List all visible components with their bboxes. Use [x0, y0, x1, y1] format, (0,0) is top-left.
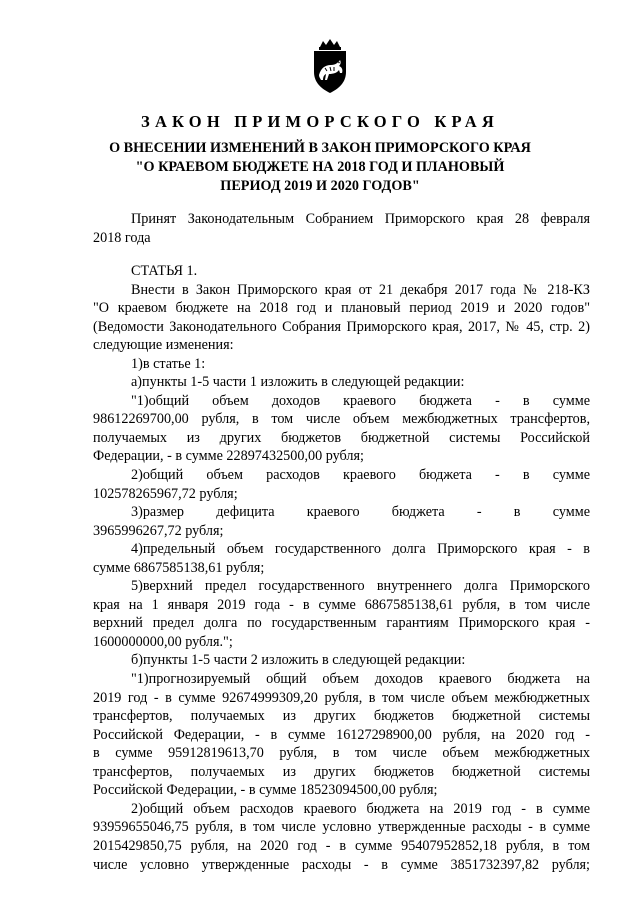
- body-line: следующие изменения:: [93, 337, 234, 354]
- body-line: трансфертов, получаемых из других бюджетов бюджетной системы: [93, 763, 590, 780]
- body-line: 2015429850,75 рубля, на 2020 год - в сумме 95407952852,18 рубля, в том: [93, 837, 590, 854]
- subtitle-line: ПЕРИОД 2019 И 2020 ГОДОВ": [220, 178, 420, 194]
- body-line: б)пункты 1-5 части 2 изложить в следующей редакции:: [131, 652, 466, 669]
- body-line: края на 1 января 2019 года - в сумме 6867585138,61 рубля, в том числе: [93, 596, 590, 613]
- law-subtitle: [80, 139, 560, 196]
- body-line: а)пункты 1-5 части 1 изложить в следующей редакции:: [131, 374, 465, 391]
- adoption-note: [93, 210, 590, 247]
- law-title: ЗАКОН ПРИМОРСКОГО КРАЯ: [141, 112, 499, 131]
- body-line: трансфертов, получаемых из других бюджетов бюджетной системы: [93, 708, 590, 725]
- body-line: Федерации, - в сумме 22897432500,00 рубля;: [93, 448, 364, 465]
- body-line: 2)общий объем расходов краевого бюджета - в сумме: [131, 467, 590, 484]
- body-line: в сумме 95912819613,70 рубля, в том числе объем межбюджетных: [93, 745, 590, 762]
- body-line: "1)прогнозируемый общий объем доходов краевого бюджета на: [131, 671, 590, 688]
- body-line: 102578265967,72 рубля;: [93, 485, 238, 502]
- body-line: 98612269700,00 рубля, в том числе объем межбюджетных трансфертов,: [93, 411, 590, 428]
- body-line: 2019 год - в сумме 92674999309,20 рубля, в том числе объем межбюджетных: [93, 689, 590, 706]
- law-body: [93, 262, 590, 874]
- body-line: верхний предел долга по государственным гарантиям Приморского края -: [93, 615, 590, 632]
- adoption-line: Принят Законодательным Собранием Приморского края 28 февраля: [131, 211, 590, 227]
- body-line: Российской Федерации, - в сумме 16127298900,00 рубля, на 2020 год -: [93, 726, 590, 743]
- subtitle-line: О ВНЕСЕНИИ ИЗМЕНЕНИЙ В ЗАКОН ПРИМОРСКОГО КРАЯ: [109, 140, 531, 156]
- body-line: получаемых из других бюджетов бюджетной системы Российской: [93, 429, 590, 446]
- body-line: 2)общий объем расходов краевого бюджета на 2019 год - в сумме: [131, 800, 590, 817]
- body-line: (Ведомости Законодательного Собрания Приморского края, 2017, № 45, стр. 2): [93, 318, 590, 335]
- body-line: "О краевом бюджете на 2018 год и плановый период 2019 и 2020 годов": [93, 300, 590, 317]
- body-line: 4)предельный объем государственного долга Приморского края - в: [131, 541, 590, 558]
- body-line: 5)верхний предел государственного внутреннего долга Приморского: [131, 578, 590, 595]
- body-line: "1)общий объем доходов краевого бюджета - в сумме: [131, 392, 590, 409]
- article-heading: СТАТЬЯ 1.: [131, 263, 198, 279]
- body-line: числе условно утвержденные расходы - в сумме 3851732397,82 рубля;: [93, 856, 590, 873]
- body-line: 3965996267,72 рубля;: [93, 522, 224, 539]
- body-line: 93959655046,75 рубля, в том числе условно утвержденные расходы - в сумме: [93, 819, 590, 836]
- body-line: сумме 6867585138,61 рубля;: [93, 559, 265, 576]
- body-line: 1)в статье 1:: [131, 355, 206, 372]
- body-line: Внести в Закон Приморского края от 21 декабря 2017 года № 218-КЗ: [131, 281, 590, 298]
- coat-of-arms-icon: [303, 38, 357, 94]
- body-line: Российской Федерации, - в сумме 18523094500,00 рубля;: [93, 782, 438, 799]
- body-line: 1600000000,00 рубля.";: [93, 633, 233, 650]
- body-line: 3)размер дефицита краевого бюджета - в сумме: [131, 504, 590, 521]
- adoption-line: 2018 года: [93, 229, 151, 246]
- subtitle-line: "О КРАЕВОМ БЮДЖЕТЕ НА 2018 ГОД И ПЛАНОВЫЙ: [135, 159, 505, 175]
